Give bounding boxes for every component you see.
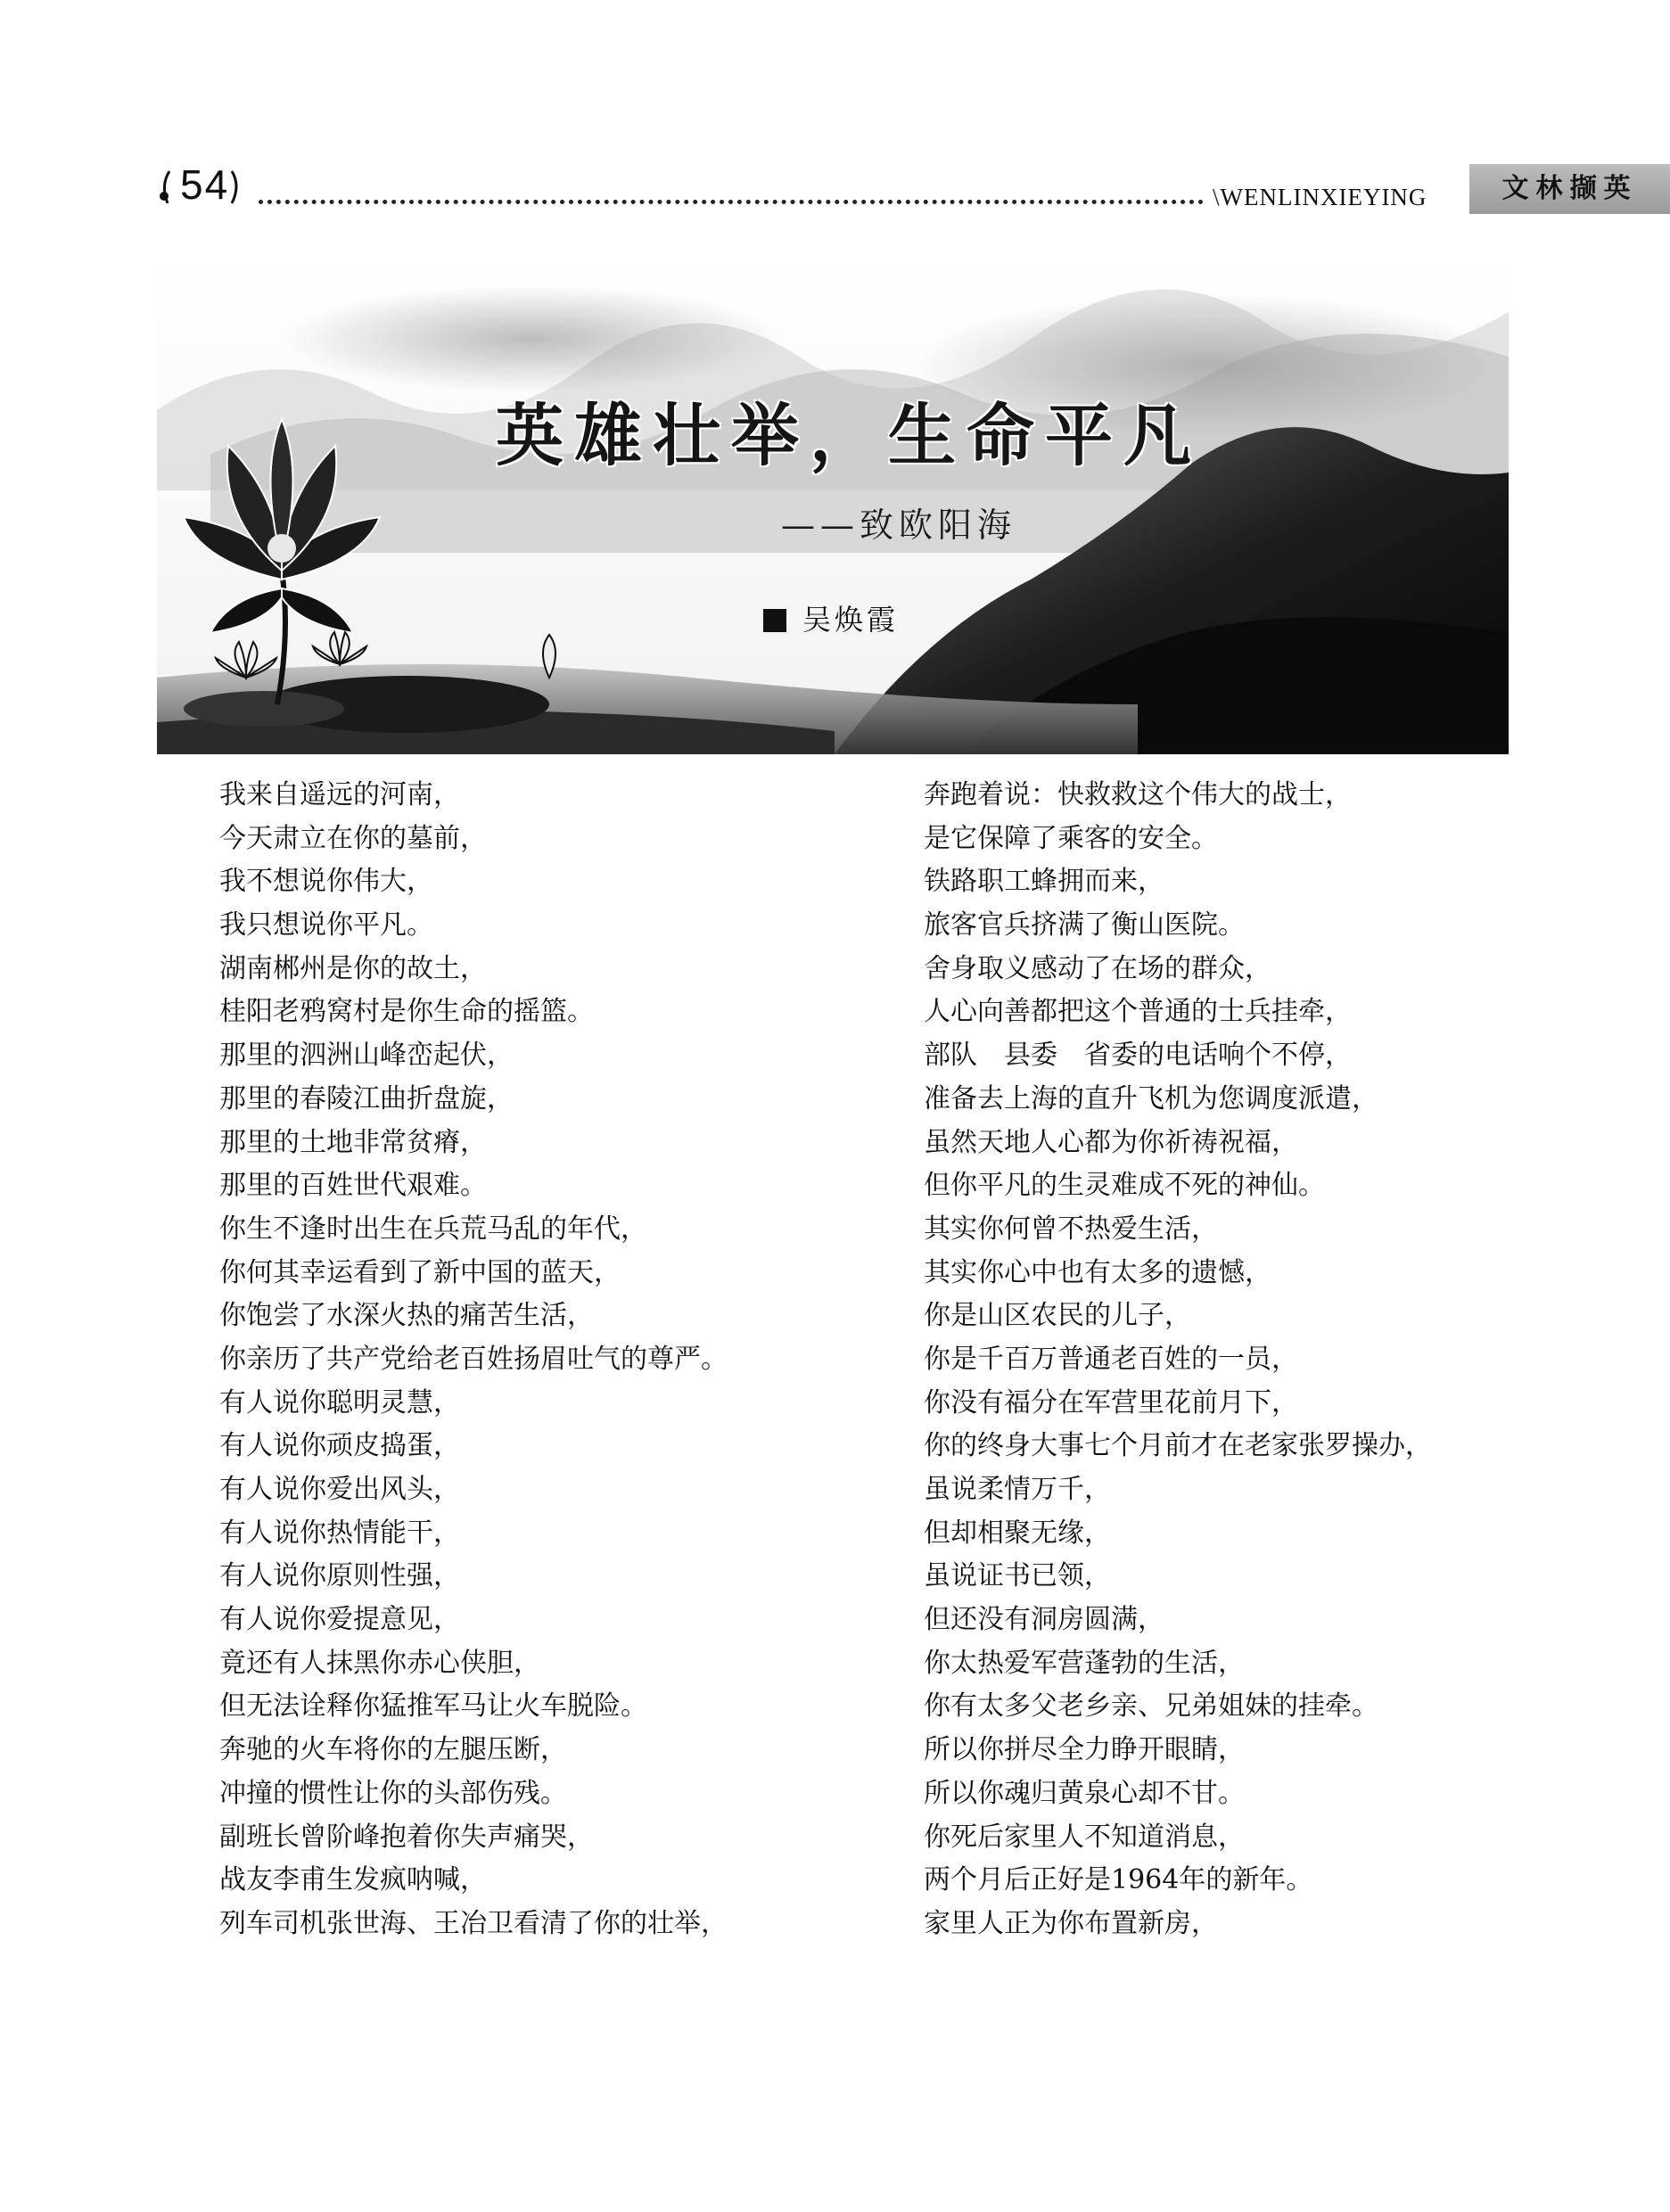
poem-line: 我只想说你平凡。 xyxy=(219,909,433,942)
poem-line: 今天肃立在你的墓前， xyxy=(219,822,487,854)
poem-line: 湖南郴州是你的故土， xyxy=(219,952,487,984)
poem-line: 那里的泗洲山峰峦起伏， xyxy=(219,1040,514,1072)
article-title: 英雄壮举，生命平凡 xyxy=(496,396,1202,475)
poem-line: 你饱尝了水深火热的痛苦生活， xyxy=(219,1300,594,1332)
poem-line: 那里的春陵江曲折盘旋， xyxy=(219,1082,514,1114)
poem-line: 但你平凡的生灵难成不死的神仙。 xyxy=(924,1170,1325,1202)
poem-line: 你何其幸运看到了新中国的蓝天， xyxy=(219,1256,621,1288)
poem-line: 舍身取义感动了在场的群众， xyxy=(924,952,1271,984)
poem-line: 但却相聚无缘， xyxy=(924,1517,1111,1549)
poem-line: 你生不逢时出生在兵荒马乱的年代， xyxy=(219,1213,647,1245)
author-byline xyxy=(763,597,899,638)
poem-line: 其实你心中也有太多的遗憾， xyxy=(924,1256,1271,1288)
poem-line: 那里的百姓世代艰难。 xyxy=(219,1170,487,1202)
poem-line: 部队 县委 省委的电话响个不停， xyxy=(924,1040,1352,1072)
article-subtitle: ——致欧阳海 xyxy=(781,506,1017,545)
poem-line: 奔跑着说：快救救这个伟大的战士， xyxy=(924,779,1352,810)
running-header xyxy=(160,160,1638,223)
author-name: 吴焕霞 xyxy=(802,603,900,637)
article-banner xyxy=(157,259,1509,754)
poem-line: 冲撞的惯性让你的头部伤残。 xyxy=(219,1777,567,1809)
poem-line: 那里的土地非常贫瘠， xyxy=(219,1126,487,1158)
page-number: 54 xyxy=(180,161,230,208)
poem-line: 有人说你热情能干， xyxy=(219,1517,460,1549)
poem-line: 虽说柔情万千， xyxy=(924,1474,1111,1505)
poem-line: 有人说你聪明灵慧， xyxy=(219,1386,460,1418)
poem-line: 桂阳老鸦窝村是你生命的摇篮。 xyxy=(219,996,594,1028)
poem-line: 竟还有人抹黑你赤心侠胆， xyxy=(219,1647,540,1679)
dotted-leader xyxy=(259,200,1204,204)
poem-line: 旅客官兵挤满了衡山医院。 xyxy=(924,909,1245,942)
poem-line: 副班长曾阶峰抱着你失声痛哭， xyxy=(219,1821,594,1853)
poem-line: 铁路职工蜂拥而来， xyxy=(924,866,1164,898)
poem-line: 你没有福分在军营里花前月下， xyxy=(924,1386,1298,1418)
poem-line: 虽说证书已领， xyxy=(924,1560,1111,1592)
poem-line: 列车司机张世海、王冶卫看清了你的壮举， xyxy=(219,1907,728,1939)
poem-line: 你亲历了共产党给老百姓扬眉吐气的尊严。 xyxy=(219,1343,728,1375)
poem-line: 我不想说你伟大， xyxy=(219,866,433,898)
poem-line: 你太热爱军营蓬勃的生活， xyxy=(924,1647,1245,1679)
column-name-tag: 文林撷英 xyxy=(1469,164,1670,214)
poem-line: 有人说你原则性强， xyxy=(219,1560,460,1592)
poem-line: 虽然天地人心都为你祈祷祝福， xyxy=(924,1126,1298,1158)
poem-line: 准备去上海的直升飞机为您调度派遣， xyxy=(924,1082,1378,1114)
poem-line: 所以你拼尽全力睁开眼睛， xyxy=(924,1734,1245,1766)
byline-square-icon xyxy=(763,609,786,632)
poem-line: 但无法诠释你猛推军马让火车脱险。 xyxy=(219,1690,647,1723)
poem-line: 奔驰的火车将你的左腿压断， xyxy=(219,1734,567,1766)
poem-line: 人心向善都把这个普通的士兵挂牵， xyxy=(924,996,1352,1028)
poem-line: 你的终身大事七个月前才在老家张罗操办， xyxy=(924,1430,1432,1462)
poem-left-column xyxy=(219,774,728,1946)
poem-line: 是它保障了乘客的安全。 xyxy=(924,822,1218,854)
poem-line: 其实你何曾不热爱生活， xyxy=(924,1213,1218,1245)
poem-line: 你是山区农民的儿子， xyxy=(924,1300,1191,1332)
poem-line: 你死后家里人不知道消息， xyxy=(924,1821,1245,1853)
poem-line: 你是千百万普通老百姓的一员， xyxy=(924,1343,1298,1375)
poem-line: 两个月后正好是1964年的新年。 xyxy=(924,1864,1313,1896)
poem-line: 有人说你爱出风头， xyxy=(219,1474,460,1505)
poem-line: 家里人正为你布置新房， xyxy=(924,1907,1218,1939)
section-slug: \WENLINXIEYING xyxy=(1213,184,1427,210)
poem-line: 所以你魂归黄泉心却不甘。 xyxy=(924,1777,1245,1809)
poem-line: 有人说你顽皮捣蛋， xyxy=(219,1430,460,1462)
poem-line: 你有太多父老乡亲、兄弟姐妹的挂牵。 xyxy=(924,1690,1378,1723)
poem-line: 我来自遥远的河南， xyxy=(219,779,460,810)
poem-line: 有人说你爱提意见， xyxy=(219,1604,460,1636)
poem-line: 但还没有洞房圆满， xyxy=(924,1604,1164,1636)
poem-right-column xyxy=(924,774,1432,1946)
poem-line: 战友李甫生发疯呐喊， xyxy=(219,1864,487,1896)
